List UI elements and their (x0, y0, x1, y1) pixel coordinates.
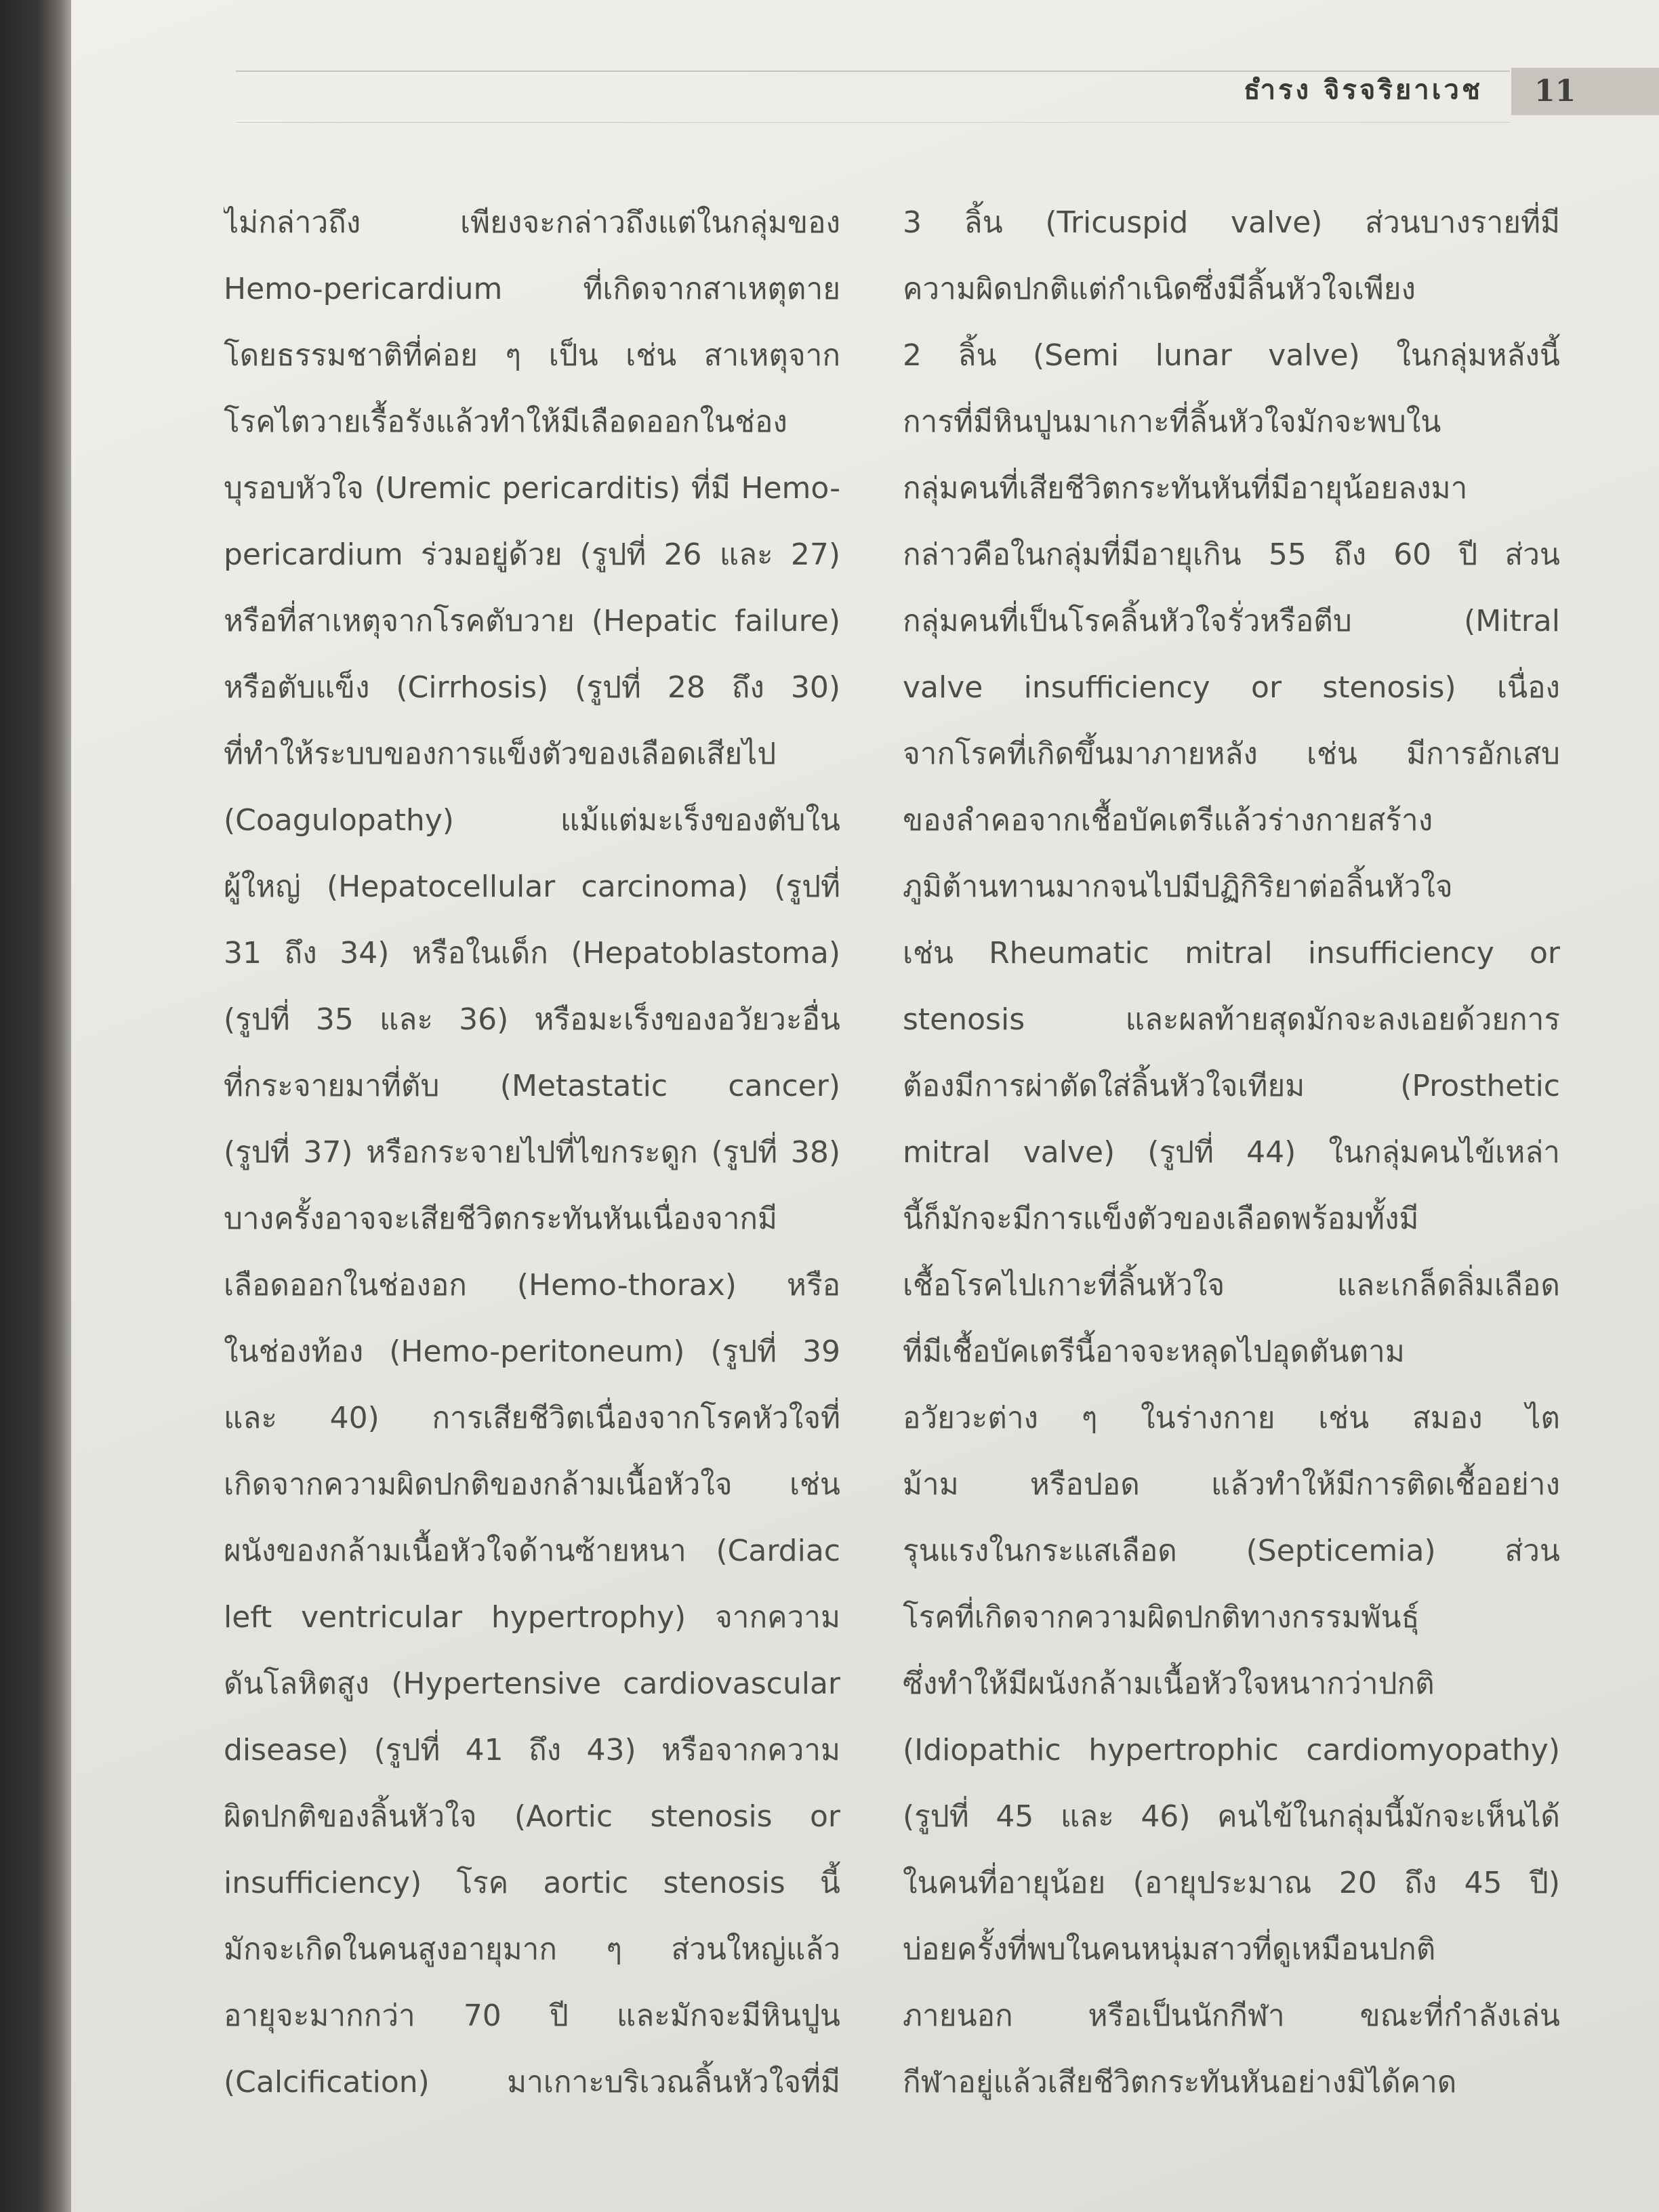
text-line: left ventricular hypertrophy) จากความ (224, 1600, 840, 1635)
text-line: กลุ่มคนที่เป็นโรคลิ้นหัวใจรั่วหรือตีบ (Mitral (903, 604, 1560, 638)
text-line: Hemo-pericardium ที่เกิดจากสาเหตุตาย (224, 272, 840, 306)
text-line: valve insufficiency or stenosis) เนื่อง (903, 670, 1560, 705)
text-line: นี้ก็มักจะมีการแข็งตัวของเลือดพร้อมทั้งมี (903, 1202, 1419, 1236)
text-line: เชื้อโรคไปเกาะที่ลิ้นหัวใจ และเกล็ดลิ่มเลือด (903, 1268, 1560, 1303)
text-line: mitral valve) (รูปที่ 44) ในกลุ่มคนไข้เหล่า (903, 1135, 1560, 1170)
text-line: อายุจะมากกว่า 70 ปี และมักจะมีหินปูน (224, 1999, 840, 2033)
text-line: บ่อยครั้งที่พบในคนหนุ่มสาวที่ดูเหมือนปกติ (903, 1932, 1436, 1967)
book-binding-shadow (0, 0, 71, 2212)
header-rule-bottom (236, 122, 1510, 123)
text-line: โดยธรรมชาติที่ค่อย ๆ เป็น เช่น สาเหตุจาก (224, 338, 840, 373)
text-line: disease) (รูปที่ 41 ถึง 43) หรือจากความ (224, 1733, 840, 1767)
text-line: รุนแรงในกระแสเลือด (Septicemia) ส่วน (903, 1534, 1560, 1568)
text-line: ไม่กล่าวถึง เพียงจะกล่าวถึงแต่ในกลุ่มของ (224, 205, 840, 240)
text-line: ผิดปกติของลิ้นหัวใจ (Aortic stenosis or (224, 1799, 840, 1834)
text-line: มักจะเกิดในคนสูงอายุมาก ๆ ส่วนใหญ่แล้ว (224, 1932, 840, 1967)
text-line: insufficiency) โรค aortic stenosis นี้ (224, 1866, 840, 1900)
text-line: ของลำคอจากเชื้อบัคเตรีแล้วร่างกายสร้าง (903, 803, 1433, 838)
text-line: (Coagulopathy) แม้แต่มะเร็งของตับใน (224, 803, 840, 838)
text-column-left (224, 190, 840, 2116)
text-line: โรคที่เกิดจากความผิดปกติทางกรรมพันธุ์ (903, 1600, 1420, 1635)
page-number-box (1511, 68, 1659, 115)
text-line: เช่น Rheumatic mitral insufficiency or (903, 936, 1560, 970)
text-line: ความผิดปกติแต่กำเนิดซึ่งมีลิ้นหัวใจเพียง (903, 272, 1416, 306)
text-line: 2 ลิ้น (Semi lunar valve) ในกลุ่มหลังนี้ (903, 338, 1560, 373)
text-line: ที่มีเชื้อบัคเตรีนี้อาจจะหลุดไปอุดตันตาม (903, 1334, 1405, 1369)
text-column-right (903, 190, 1560, 2116)
page-number: 11 (1534, 74, 1576, 108)
text-line: ดันโลหิตสูง (Hypertensive cardiovascular (224, 1666, 840, 1701)
text-line: กีฬาอยู่แล้วเสียชีวิตกระทันหันอย่างมิได้คาด (903, 2065, 1457, 2100)
text-line: หรือตับแข็ง (Cirrhosis) (รูปที่ 28 ถึง 30) (224, 670, 840, 705)
text-line: บุรอบหัวใจ (Uremic pericarditis) ที่มี Hemo- (224, 471, 840, 506)
text-line: ในคนที่อายุน้อย (อายุประมาณ 20 ถึง 45 ปี) (903, 1866, 1560, 1900)
text-line: ภูมิต้านทานมากจนไปมีปฏิกิริยาต่อลิ้นหัวใจ (903, 869, 1453, 904)
text-line: ม้าม หรือปอด แล้วทำให้มีการติดเชื้ออย่าง (903, 1467, 1560, 1502)
text-line: จากโรคที่เกิดขึ้นมาภายหลัง เช่น มีการอักเสบ (903, 737, 1560, 771)
text-line: เลือดออกในช่องอก (Hemo-thorax) หรือ (224, 1268, 840, 1303)
text-line: (รูปที่ 35 และ 36) หรือมะเร็งของอวัยวะอื่น (224, 1002, 840, 1037)
text-line: ผู้ใหญ่ (Hepatocellular carcinoma) (รูปที่ (224, 869, 840, 904)
text-line: บางครั้งอาจจะเสียชีวิตกระทันหันเนื่องจากมี (224, 1202, 778, 1236)
text-line: ผนังของกล้ามเนื้อหัวใจด้านซ้ายหนา (Cardiac (224, 1534, 840, 1568)
text-line: stenosis และผลท้ายสุดมักจะลงเอยด้วยการ (903, 1002, 1560, 1037)
text-line: กล่าวคือในกลุ่มที่มีอายุเกิน 55 ถึง 60 ปี ส่วน (903, 537, 1560, 572)
text-line: 3 ลิ้น (Tricuspid valve) ส่วนบางรายที่มี (903, 205, 1560, 240)
text-line: โรคไตวายเรื้อรังแล้วทำให้มีเลือดออกในช่อง (224, 405, 787, 439)
text-line: (รูปที่ 45 และ 46) คนไข้ในกลุ่มนี้มักจะเห็นได้ (903, 1799, 1560, 1834)
text-line: การที่มีหินปูนมาเกาะที่ลิ้นหัวใจมักจะพบใน (903, 405, 1441, 439)
running-head-author: ธำรง จิรจริยาเวช (1244, 74, 1483, 106)
text-line: pericardium ร่วมอยู่ด้วย (รูปที่ 26 และ 27) (224, 537, 840, 572)
text-line: ภายนอก หรือเป็นนักกีฬา ขณะที่กำลังเล่น (903, 1999, 1560, 2033)
text-line: กลุ่มคนที่เสียชีวิตกระทันหันที่มีอายุน้อยลงมา (903, 471, 1468, 506)
text-line: (รูปที่ 37) หรือกระจายไปที่ไขกระดูก (รูปที่ 38) (224, 1135, 840, 1170)
text-line: ในช่องท้อง (Hemo-peritoneum) (รูปที่ 39 (224, 1334, 840, 1369)
text-line: ซึ่งทำให้มีผนังกล้ามเนื้อหัวใจหนากว่าปกติ (903, 1666, 1435, 1701)
text-line: อวัยวะต่าง ๆ ในร่างกาย เช่น สมอง ไต (903, 1401, 1560, 1435)
text-line: เกิดจากความผิดปกติของกล้ามเนื้อหัวใจ เช่น (224, 1467, 840, 1502)
text-line: (Idiopathic hypertrophic cardiomyopathy) (903, 1733, 1560, 1767)
text-line: 31 ถึง 34) หรือในเด็ก (Hepatoblastoma) (224, 936, 840, 970)
text-line: และ 40) การเสียชีวิตเนื่องจากโรคหัวใจที่ (224, 1401, 840, 1435)
text-line: หรือที่สาเหตุจากโรคตับวาย (Hepatic failure) (224, 604, 840, 638)
text-line: ที่ทำให้ระบบของการแข็งตัวของเลือดเสียไป (224, 737, 777, 771)
text-line: ที่กระจายมาที่ตับ (Metastatic cancer) (224, 1069, 840, 1103)
text-line: ต้องมีการผ่าตัดใส่ลิ้นหัวใจเทียม (Prosthetic (903, 1069, 1560, 1103)
text-line: (Calcification) มาเกาะบริเวณลิ้นหัวใจที่มี (224, 2065, 840, 2100)
